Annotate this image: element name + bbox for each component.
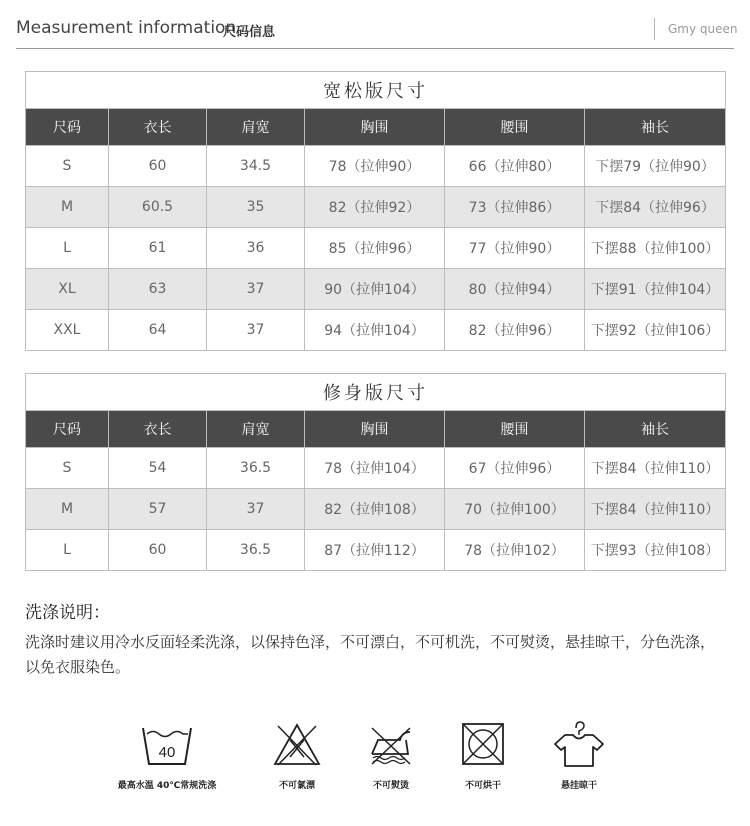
table-cell: 61 (109, 228, 207, 269)
table-cell: 60 (109, 146, 207, 187)
table-cell: S (26, 448, 109, 489)
table-cell: S (26, 146, 109, 187)
table-cell: 下摆79（拉伸90） (585, 146, 726, 187)
table-cell: 37 (207, 269, 305, 310)
slim-fit-table-title: 修身版尺寸 (26, 374, 726, 411)
table-cell: 67（拉伸96） (445, 448, 585, 489)
loose-fit-header-row (26, 109, 726, 146)
table-row (26, 269, 726, 310)
table-row (26, 489, 726, 530)
table-cell: 85（拉伸96） (305, 228, 445, 269)
care-item-no-iron (356, 720, 426, 791)
table-cell: XL (26, 269, 109, 310)
table-cell: 37 (207, 489, 305, 530)
table-cell: 77（拉伸90） (445, 228, 585, 269)
table-cell: 54 (109, 448, 207, 489)
column-header-shoulder: 肩宽 (207, 109, 305, 146)
table-cell: 63 (109, 269, 207, 310)
table-cell: 94（拉伸104） (305, 310, 445, 351)
slim-fit-header-row (26, 411, 726, 448)
slim-fit-size-table (25, 373, 726, 571)
header-title: Measurement information (16, 18, 237, 38)
loose-fit-size-table (25, 71, 726, 351)
table-cell: 78（拉伸104） (305, 448, 445, 489)
table-cell: XXL (26, 310, 109, 351)
table-row (26, 228, 726, 269)
column-header-length: 衣长 (109, 109, 207, 146)
care-item-no-tumble-dry (448, 720, 518, 791)
table-cell: 90（拉伸104） (305, 269, 445, 310)
column-header-bust: 胸围 (305, 411, 445, 448)
care-item-hang-dry (540, 720, 618, 791)
header-subtitle: 尺码信息 (223, 25, 276, 40)
table-cell: 34.5 (207, 146, 305, 187)
page-header (16, 18, 738, 49)
table-cell: L (26, 530, 109, 571)
table-cell: 82（拉伸108） (305, 489, 445, 530)
table-cell: 78（拉伸90） (305, 146, 445, 187)
no-tumble-dry-icon (458, 720, 508, 768)
wash-basin-40-icon (139, 720, 195, 768)
care-item-no-bleach (262, 720, 332, 791)
table-cell: 87（拉伸112） (305, 530, 445, 571)
table-cell: 82（拉伸96） (445, 310, 585, 351)
no-iron-icon (366, 720, 416, 768)
table-cell: 下摆84（拉伸110） (585, 489, 726, 530)
care-label-no-tumble-dry: 不可烘干 (464, 781, 501, 791)
care-label-no-bleach: 不可氯漂 (278, 781, 315, 791)
table-cell: 60.5 (109, 187, 207, 228)
column-header-size: 尺码 (26, 411, 109, 448)
table-cell: 35 (207, 187, 305, 228)
column-header-waist: 腰围 (445, 109, 585, 146)
wash-instructions-title: 洗涤说明： (25, 603, 110, 623)
table-cell: 82（拉伸92） (305, 187, 445, 228)
column-header-shoulder: 肩宽 (207, 411, 305, 448)
table-cell: 下摆93（拉伸108） (585, 530, 726, 571)
column-header-sleeve: 袖长 (585, 411, 726, 448)
table-cell: 80（拉伸94） (445, 269, 585, 310)
table-cell: 下摆92（拉伸106） (585, 310, 726, 351)
table-cell: 60 (109, 530, 207, 571)
table-cell: 78（拉伸102） (445, 530, 585, 571)
table-cell: 73（拉伸86） (445, 187, 585, 228)
table-cell: 66（拉伸80） (445, 146, 585, 187)
hang-dry-icon (551, 720, 607, 768)
table-row (26, 310, 726, 351)
brand-name: Gmy queen (668, 22, 738, 36)
table-cell: 36.5 (207, 530, 305, 571)
column-header-sleeve: 袖长 (585, 109, 726, 146)
wash-temperature-number: 40 (158, 744, 176, 761)
table-cell: 下摆84（拉伸110） (585, 448, 726, 489)
column-header-waist: 腰围 (445, 411, 585, 448)
care-label-hang-dry: 悬挂晾干 (560, 781, 597, 791)
table-cell: 36 (207, 228, 305, 269)
care-item-wash-40 (102, 720, 232, 791)
care-label-wash: 最高水温 40℃常规洗涤 (117, 781, 217, 791)
table-cell: M (26, 489, 109, 530)
table-cell: 57 (109, 489, 207, 530)
loose-fit-table-title: 宽松版尺寸 (26, 72, 726, 109)
table-cell: 70（拉伸100） (445, 489, 585, 530)
table-cell: 下摆84（拉伸96） (585, 187, 726, 228)
table-cell: 下摆91（拉伸104） (585, 269, 726, 310)
table-cell: L (26, 228, 109, 269)
column-header-bust: 胸围 (305, 109, 445, 146)
table-cell: M (26, 187, 109, 228)
column-header-length: 衣长 (109, 411, 207, 448)
table-row (26, 530, 726, 571)
header-divider (654, 18, 655, 40)
table-cell: 37 (207, 310, 305, 351)
table-cell: 下摆88（拉伸100） (585, 228, 726, 269)
care-label-no-iron: 不可熨烫 (372, 781, 409, 791)
table-row (26, 146, 726, 187)
table-cell: 64 (109, 310, 207, 351)
table-cell: 36.5 (207, 448, 305, 489)
table-row (26, 187, 726, 228)
no-bleach-icon (272, 720, 322, 768)
column-header-size: 尺码 (26, 109, 109, 146)
wash-instructions-text: 洗涤时建议用冷水反面轻柔洗涤，以保持色泽，不可漂白，不可机洗，不可熨烫，悬挂晾干，分色洗涤，以免衣服染色。 (25, 633, 716, 676)
table-row (26, 448, 726, 489)
